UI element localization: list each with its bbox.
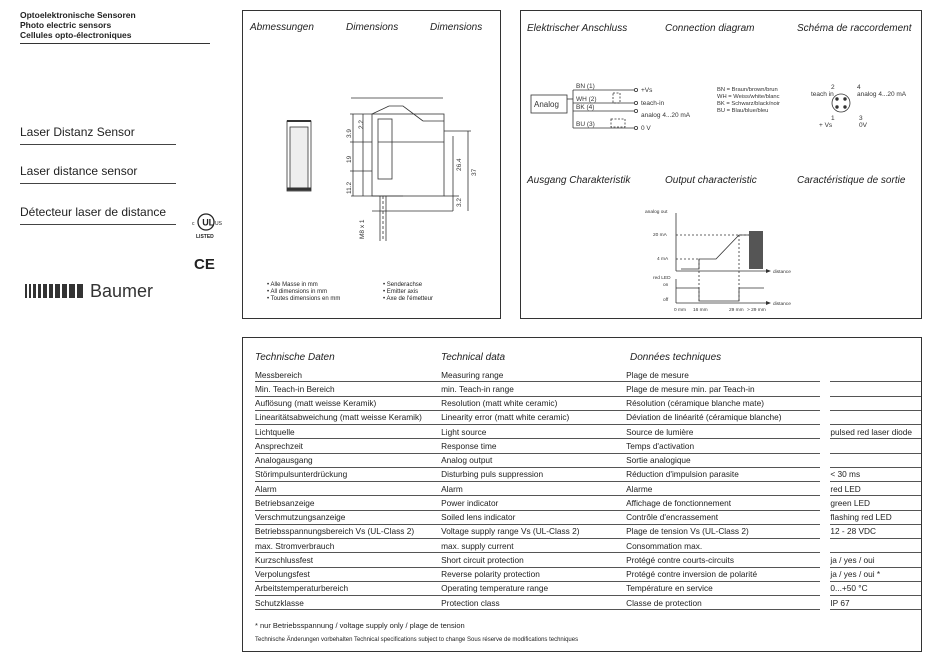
spec-cell-fr: Résolution (céramique blanche mate) bbox=[626, 396, 825, 410]
spec-cell-de: Störimpulsunterdrückung bbox=[255, 467, 441, 481]
spec-cell-fr: Source de lumière bbox=[626, 425, 825, 439]
spec-cell-val: pulsed red laser diode bbox=[825, 425, 921, 439]
spec-row bbox=[255, 467, 921, 481]
category-header bbox=[20, 10, 210, 44]
svg-text:> 29 mm: > 29 mm bbox=[747, 308, 766, 313]
spec-cell-de: Analogausgang bbox=[255, 453, 441, 467]
svg-text:20 mA: 20 mA bbox=[653, 233, 667, 238]
svg-text:analog 4...20 mA: analog 4...20 mA bbox=[857, 91, 907, 98]
alarm-zone bbox=[749, 231, 763, 269]
spec-cell-val: green LED bbox=[825, 496, 921, 510]
svg-text:analog 4...20 mA: analog 4...20 mA bbox=[641, 112, 691, 119]
spec-cell-val: ja / yes / oui bbox=[825, 553, 921, 567]
spec-cell-fr: Plage de mesure min. par Teach-in bbox=[626, 382, 825, 396]
svg-text:US: US bbox=[215, 221, 222, 227]
spec-cell-val bbox=[825, 368, 921, 382]
dimension-notes-right: • Senderachse • Emitter axis • Axe de l'émetteur bbox=[383, 282, 433, 302]
svg-text:LISTED: LISTED bbox=[196, 234, 214, 240]
spec-cell-de: max. Stromverbrauch bbox=[255, 539, 441, 553]
dimensions-title-de: Abmessungen bbox=[250, 22, 314, 33]
svg-text:BK (4): BK (4) bbox=[576, 104, 595, 111]
output-title-en: Output characteristic bbox=[665, 175, 757, 186]
spec-row bbox=[255, 453, 921, 467]
svg-text:16 mm: 16 mm bbox=[693, 308, 708, 313]
spec-cell-fr: Plage de mesure bbox=[626, 368, 825, 382]
ul-listed-mark bbox=[190, 210, 224, 240]
spec-cell-de: Kurzschlussfest bbox=[255, 553, 441, 567]
spec-cell-val bbox=[825, 396, 921, 410]
connection-title-de: Elektrischer Anschluss bbox=[527, 23, 628, 34]
brand-name: Baumer bbox=[90, 281, 154, 301]
dimensions-panel bbox=[242, 10, 501, 319]
svg-text:3.9: 3.9 bbox=[346, 128, 353, 138]
svg-text:off: off bbox=[663, 298, 669, 303]
product-name-de: Laser Distanz Sensor bbox=[20, 125, 176, 145]
svg-text:0 mm: 0 mm bbox=[674, 308, 686, 313]
spec-cell-val bbox=[825, 539, 921, 553]
disclaimer: Technische Änderungen vorbehalten Technical specifications subject to change Sous réserve de modifications techniques bbox=[255, 637, 579, 643]
spec-row bbox=[255, 368, 921, 382]
spec-cell-en: Linearity error (matt white ceramic) bbox=[441, 410, 626, 424]
spec-cell-en: Reverse polarity protection bbox=[441, 567, 626, 581]
category-de: Optoelektronische Sensoren bbox=[20, 10, 136, 20]
spec-cell-en: Measuring range bbox=[441, 368, 626, 382]
spec-cell-val: ja / yes / oui * bbox=[825, 567, 921, 581]
spec-cell-de: Schutzklasse bbox=[255, 596, 441, 610]
spec-row bbox=[255, 482, 921, 496]
svg-text:26.4: 26.4 bbox=[456, 158, 463, 171]
spec-cell-val: IP 67 bbox=[825, 596, 921, 610]
spec-head-en: Technical data bbox=[441, 352, 506, 363]
svg-text:BU = Blau/blue/bleu: BU = Blau/blue/bleu bbox=[717, 108, 769, 114]
output-characteristic-chart bbox=[521, 191, 921, 316]
spec-cell-en: Protection class bbox=[441, 596, 626, 610]
spec-cell-fr: Consommation max. bbox=[626, 539, 825, 553]
product-name-en: Laser distance sensor bbox=[20, 164, 176, 184]
spec-cell-en: Power indicator bbox=[441, 496, 626, 510]
category-en: Photo electric sensors bbox=[20, 20, 112, 30]
spec-cell-de: Betriebsspannungsbereich Vs (UL-Class 2) bbox=[255, 524, 441, 538]
spec-cell-fr: Classe de protection bbox=[626, 596, 825, 610]
spec-cell-en: Voltage supply range Vs (UL-Class 2) bbox=[441, 524, 626, 538]
spec-cell-val: 12 - 28 VDC bbox=[825, 524, 921, 538]
spec-row bbox=[255, 524, 921, 538]
svg-text:Analog: Analog bbox=[534, 100, 559, 109]
spec-row bbox=[255, 539, 921, 553]
spec-cell-de: Verpolungsfest bbox=[255, 567, 441, 581]
spec-cell-de: Arbeitstemperaturbereich bbox=[255, 581, 441, 595]
spec-cell-fr: Protégé contre inversion de polarité bbox=[626, 567, 825, 581]
spec-cell-de: Messbereich bbox=[255, 368, 441, 382]
spec-table bbox=[255, 368, 921, 610]
spec-row bbox=[255, 439, 921, 453]
spec-cell-en: Resolution (matt white ceramic) bbox=[441, 396, 626, 410]
spec-row bbox=[255, 581, 921, 595]
ce-mark: CE bbox=[194, 256, 215, 273]
spec-cell-en: Short circuit protection bbox=[441, 553, 626, 567]
output-title-fr: Caractéristique de sortie bbox=[797, 175, 906, 186]
spec-cell-fr: Alarme bbox=[626, 482, 825, 496]
svg-text:19: 19 bbox=[346, 155, 353, 163]
svg-text:M8 x 1: M8 x 1 bbox=[359, 219, 366, 239]
svg-text:0 V: 0 V bbox=[641, 125, 651, 132]
spec-cell-en: Response time bbox=[441, 439, 626, 453]
spec-cell-en: Light source bbox=[441, 425, 626, 439]
spec-cell-de: Ansprechzeit bbox=[255, 439, 441, 453]
spec-cell-de: Alarm bbox=[255, 482, 441, 496]
svg-text:BK = Schwarz/black/noir: BK = Schwarz/black/noir bbox=[717, 101, 780, 107]
connection-title-fr: Schéma de raccordement bbox=[797, 23, 912, 34]
technical-data-panel bbox=[242, 337, 922, 652]
svg-text:distance: distance bbox=[773, 302, 791, 307]
svg-text:4 mA: 4 mA bbox=[657, 257, 669, 262]
svg-text:11.2: 11.2 bbox=[346, 181, 353, 194]
product-name-fr: Détecteur laser de distance bbox=[20, 205, 176, 225]
spec-cell-fr: Protégé contre courts-circuits bbox=[626, 553, 825, 567]
spec-cell-val bbox=[825, 382, 921, 396]
spec-row bbox=[255, 425, 921, 439]
svg-text:WH (2): WH (2) bbox=[576, 96, 597, 103]
spec-cell-de: Auflösung (matt weisse Keramik) bbox=[255, 396, 441, 410]
spec-cell-de: Linearitätsabweichung (matt weisse Keramik) bbox=[255, 410, 441, 424]
svg-text:UL: UL bbox=[202, 217, 215, 228]
svg-text:0V: 0V bbox=[859, 122, 867, 129]
output-title-de: Ausgang Charakteristik bbox=[527, 175, 631, 186]
spec-cell-fr: Plage de tension Vs (UL-Class 2) bbox=[626, 524, 825, 538]
svg-text:on: on bbox=[663, 283, 669, 288]
connection-title-en: Connection diagram bbox=[665, 23, 755, 34]
svg-text:WH = Weiss/white/blanc: WH = Weiss/white/blanc bbox=[717, 94, 780, 100]
spec-cell-en: Soiled lens indicator bbox=[441, 510, 626, 524]
svg-text:red LED: red LED bbox=[653, 276, 671, 281]
category-fr: Cellules opto-électroniques bbox=[20, 30, 132, 40]
svg-text:+Vs: +Vs bbox=[641, 87, 653, 94]
svg-text:37: 37 bbox=[471, 168, 478, 176]
spec-head-fr: Données techniques bbox=[630, 352, 722, 363]
spec-cell-val bbox=[825, 453, 921, 467]
svg-text:+ Vs: + Vs bbox=[819, 122, 833, 129]
dimension-drawing bbox=[243, 11, 500, 318]
spec-row bbox=[255, 510, 921, 524]
spec-cell-val: red LED bbox=[825, 482, 921, 496]
spec-cell-val bbox=[825, 410, 921, 424]
spec-row bbox=[255, 410, 921, 424]
spec-cell-fr: Température en service bbox=[626, 581, 825, 595]
spec-cell-fr: Temps d'activation bbox=[626, 439, 825, 453]
dimension-notes-left: • Alle Masse in mm • All dimensions in mm • Toutes dimensions en mm bbox=[267, 282, 341, 302]
spec-cell-fr: Affichage de fonctionnement bbox=[626, 496, 825, 510]
spec-cell-de: Lichtquelle bbox=[255, 425, 441, 439]
svg-text:1: 1 bbox=[831, 115, 835, 122]
spec-cell-fr: Réduction d'impulsion parasite bbox=[626, 467, 825, 481]
spec-cell-val: < 30 ms bbox=[825, 467, 921, 481]
spec-cell-en: Operating temperature range bbox=[441, 581, 626, 595]
svg-text:c: c bbox=[192, 221, 195, 227]
spec-row bbox=[255, 567, 921, 581]
spec-row bbox=[255, 553, 921, 567]
spec-cell-en: max. supply current bbox=[441, 539, 626, 553]
svg-text:analog out: analog out bbox=[645, 210, 668, 215]
footnote: * nur Betriebsspannung / voltage supply only / plage de tension bbox=[255, 621, 465, 630]
spec-cell-val: flashing red LED bbox=[825, 510, 921, 524]
dimensions-title-en: Dimensions bbox=[346, 22, 399, 33]
spec-cell-en: Alarm bbox=[441, 482, 626, 496]
spec-cell-fr: Déviation de linéarité (céramique blanche) bbox=[626, 410, 825, 424]
spec-cell-val bbox=[825, 439, 921, 453]
svg-text:teach in: teach in bbox=[811, 91, 834, 98]
svg-text:teach-in: teach-in bbox=[641, 100, 665, 107]
spec-cell-fr: Contrôle d'encrassement bbox=[626, 510, 825, 524]
connection-panel bbox=[520, 10, 922, 319]
spec-cell-val: 0...+50 °C bbox=[825, 581, 921, 595]
spec-head-de: Technische Daten bbox=[255, 352, 335, 363]
svg-text:BN = Braun/brown/brun: BN = Braun/brown/brun bbox=[717, 87, 778, 93]
svg-text:2.2: 2.2 bbox=[358, 119, 365, 129]
spec-cell-en: Analog output bbox=[441, 453, 626, 467]
spec-cell-fr: Sortie analogique bbox=[626, 453, 825, 467]
svg-text:distance: distance bbox=[773, 270, 791, 275]
spec-row bbox=[255, 396, 921, 410]
spec-cell-de: Verschmutzungsanzeige bbox=[255, 510, 441, 524]
wiring-diagram bbox=[521, 11, 921, 161]
spec-cell-en: min. Teach-in range bbox=[441, 382, 626, 396]
baumer-logo-icon bbox=[25, 282, 85, 300]
spec-row bbox=[255, 596, 921, 610]
spec-cell-de: Min. Teach-in Bereich bbox=[255, 382, 441, 396]
spec-row bbox=[255, 496, 921, 510]
svg-text:4: 4 bbox=[857, 84, 861, 91]
svg-text:2: 2 bbox=[831, 84, 835, 91]
spec-cell-de: Betriebsanzeige bbox=[255, 496, 441, 510]
svg-text:3: 3 bbox=[859, 115, 863, 122]
svg-text:29 mm: 29 mm bbox=[729, 308, 744, 313]
spec-cell-en: Disturbing puls suppression bbox=[441, 467, 626, 481]
svg-text:3.2: 3.2 bbox=[456, 197, 463, 207]
dimensions-title-fr: Dimensions bbox=[430, 22, 483, 33]
svg-text:BN (1): BN (1) bbox=[576, 83, 595, 90]
spec-row bbox=[255, 382, 921, 396]
svg-text:BU (3): BU (3) bbox=[576, 121, 595, 128]
